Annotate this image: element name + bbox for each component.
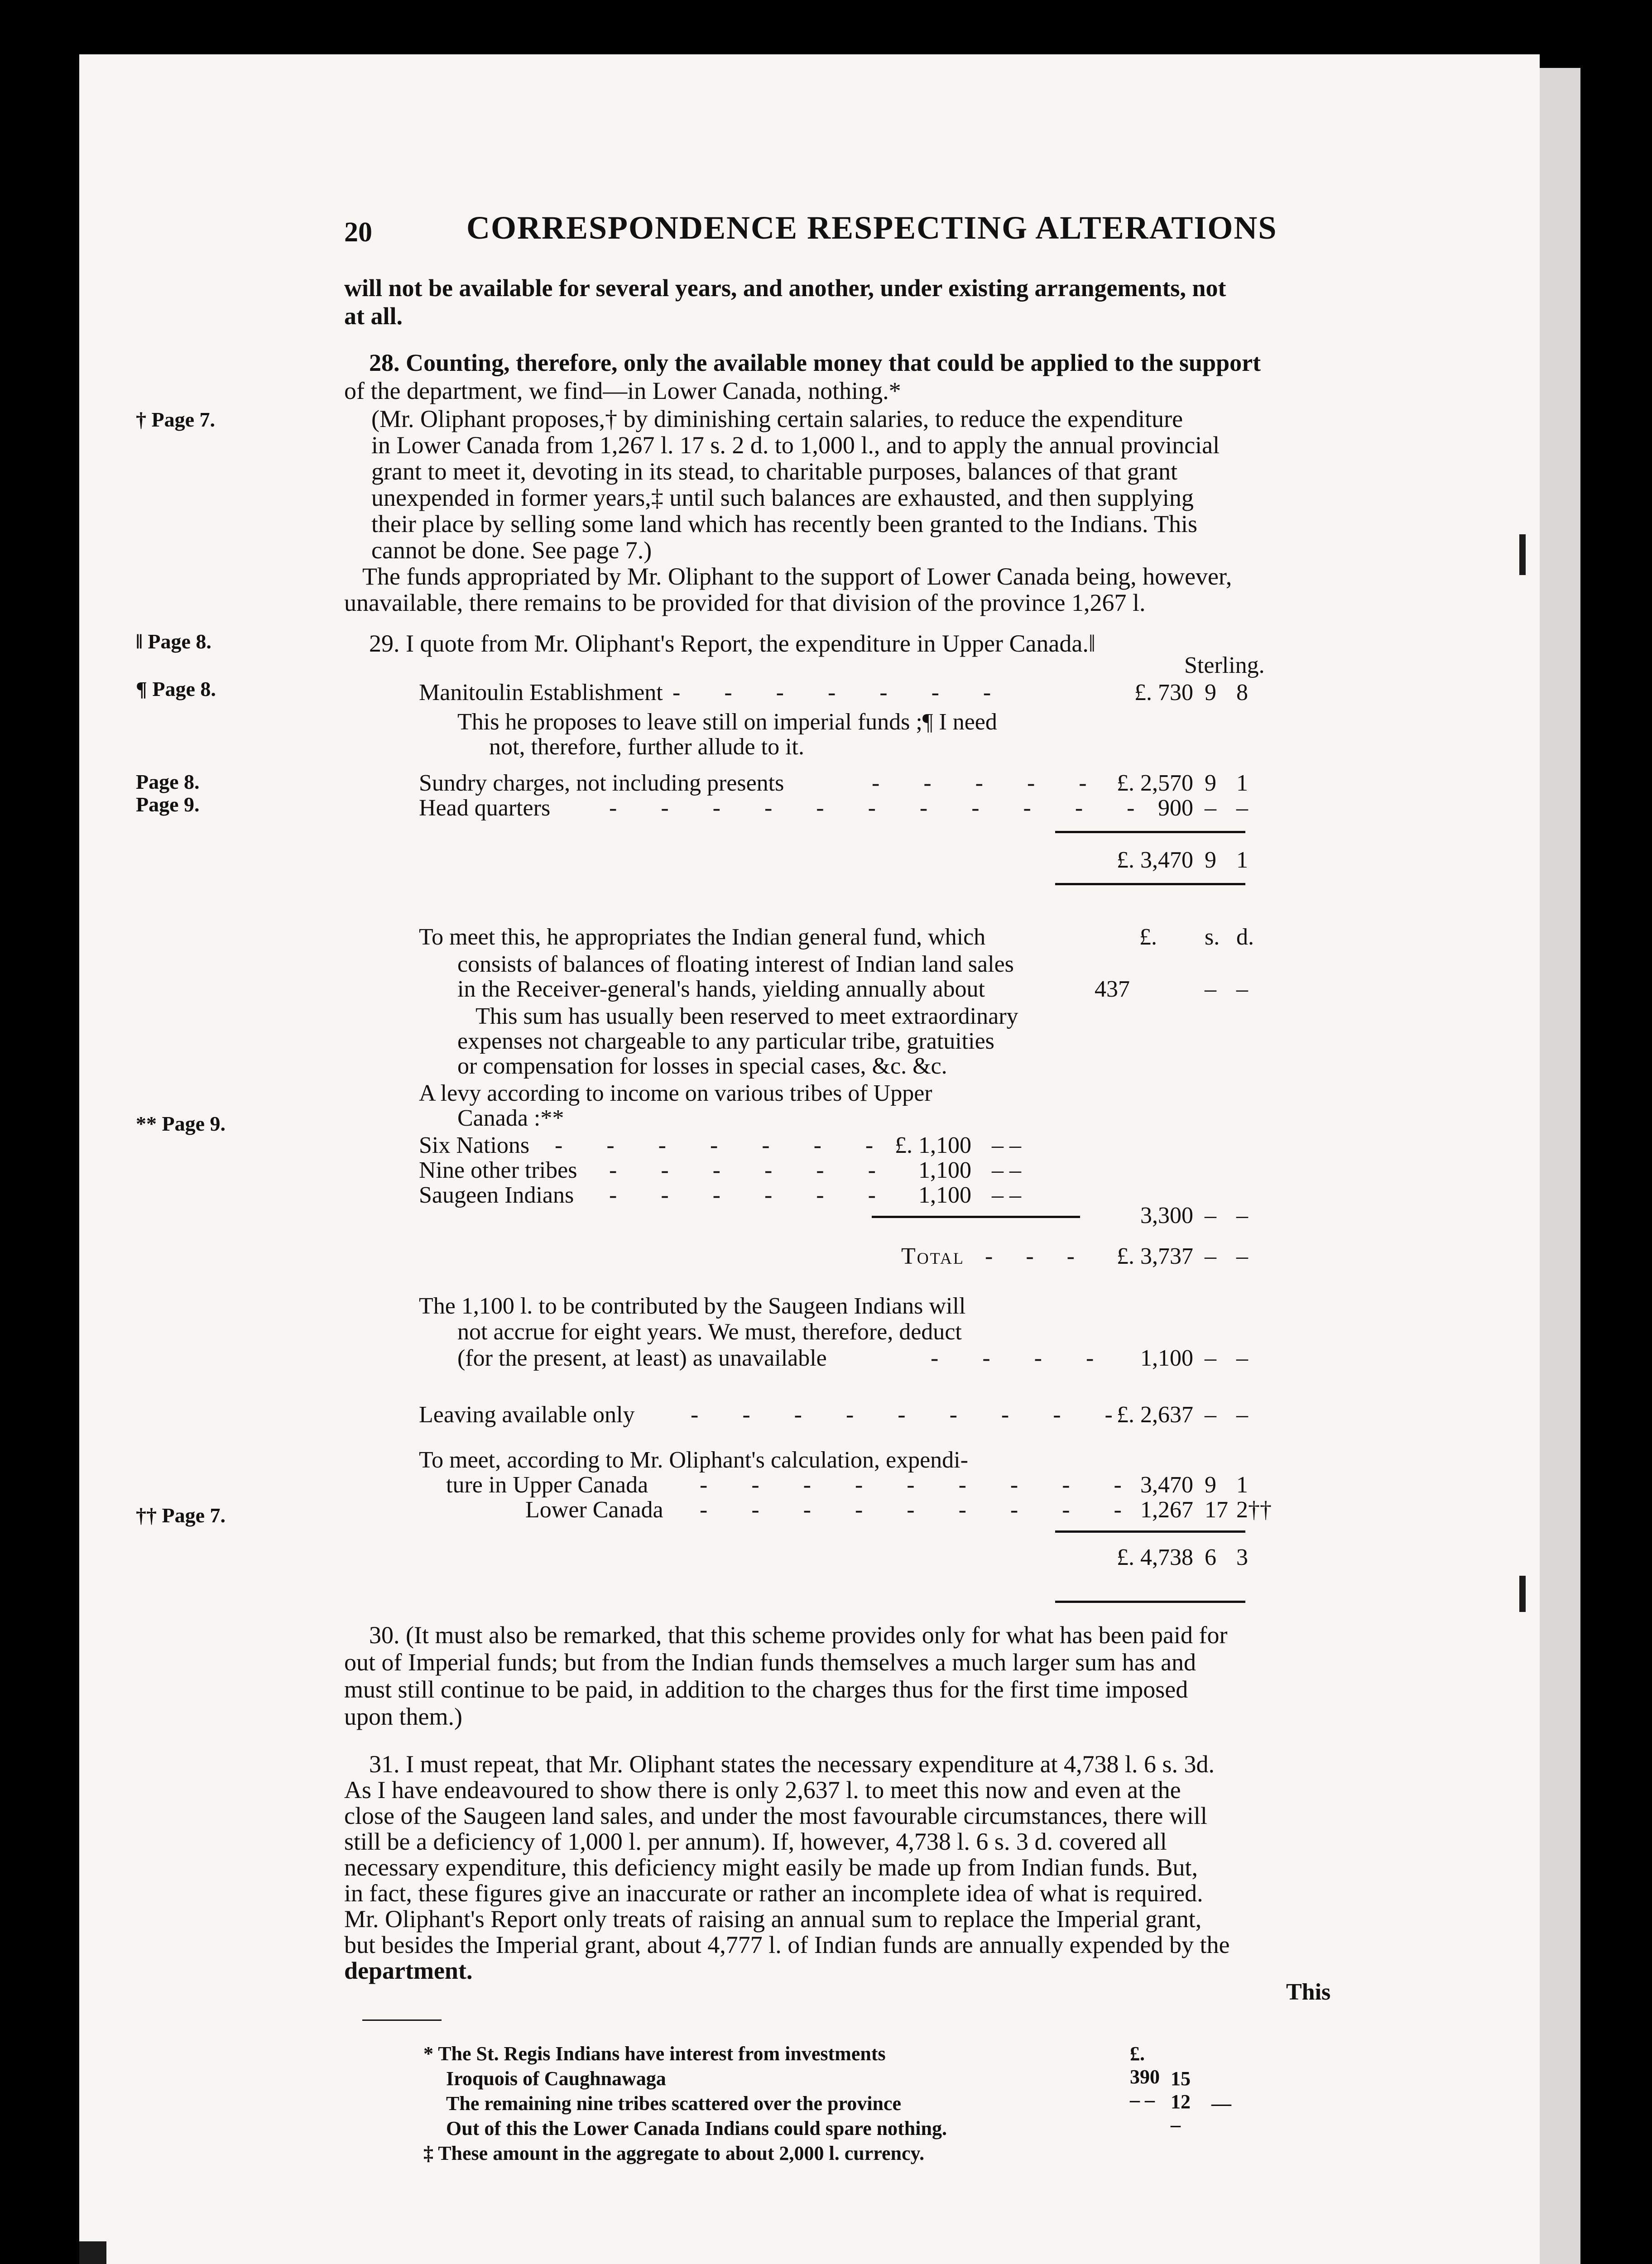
ledger-shillings: – [1205,795,1216,821]
pence-heading: d. [1236,924,1254,950]
shillings-heading: s. [1205,924,1220,950]
tribe-label: Six Nations [419,1132,530,1158]
margin-reference: ** Page 9. [136,1112,226,1135]
running-title: CORRESPONDENCE RESPECTING ALTERATIONS [466,210,1277,246]
ledger-dash: – [1205,976,1216,1002]
scan-mark [1519,534,1526,575]
sum-rule [1055,883,1245,885]
section-31-line: close of the Saugeen land sales, and under the most favourable circumstances, there will [344,1802,1207,1829]
footnote-text: ‡ These amount in the aggregate to about 2,000 l. currency. [423,2142,925,2164]
intro-line: at all. [344,302,403,330]
meet-note: This sum has usually been reserved to meet extraordinary [475,1003,1018,1029]
section-31-line: in fact, these figures give an inaccurate or rather an incomplete idea of what is required. [344,1880,1203,1907]
ledger-dash: – [1205,1402,1216,1428]
margin-reference: Page 9. [136,793,200,816]
saugeen-line: The 1,100 l. to be contributed by the Saugeen Indians will [419,1293,966,1319]
section-31-line: 31. I must repeat, that Mr. Oliphant states the necessary expenditure at 4,738 l. 6 s. 3d. [369,1751,1215,1778]
tribe-label: Nine other tribes [419,1157,577,1183]
section-28-line: of the department, we find—in Lower Canada, nothing.* [344,377,901,404]
ledger-dash: – [1236,976,1248,1002]
sum-rule [1055,1530,1245,1533]
total-amount: £. 3,737 [1117,1243,1193,1269]
section-31-line: necessary expenditure, this deficiency might easily be made up from Indian funds. But, [344,1854,1198,1881]
meet-note: or compensation for losses in special cases, &c. &c. [457,1053,947,1079]
leaving-amount: £. 2,637 [1117,1402,1193,1428]
levy-line: A levy according to income on various tribes of Upper [419,1080,932,1106]
scan-mark [1519,1576,1526,1612]
leader-dots: - - - [985,1243,1088,1269]
section-29-intro: 29. I quote from Mr. Oliphant's Report, the expenditure in Upper Canada.‖ [369,630,1096,657]
ledger-dash: – [1236,1243,1248,1269]
section-28-quote: (Mr. Oliphant proposes,† by diminishing certain salaries, to reduce the expenditure [371,405,1183,432]
ledger-amount: £. 2,570 [1117,770,1193,796]
footnote-text: Iroquois of Caughnawaga [446,2067,666,2090]
leaving-label: Leaving available only [419,1402,635,1428]
leader-dots: - - - - - - [609,1157,895,1183]
lower-pence: 2†† [1236,1497,1272,1523]
sterling-heading: Sterling. [1184,652,1265,678]
leader-dots: - - - - - - - [672,680,1010,705]
footnote-text: * The St. Regis Indians have interest from investments [423,2043,886,2065]
section-28-closing: unavailable, there remains to be provided for that division of the province 1,267 l. [344,589,1146,616]
margin-reference: †† Page 7. [136,1504,226,1527]
leader-dots: - - - - - - - [555,1132,893,1158]
section-28-quote: their place by selling some land which has recently been granted to the Indians. This [371,510,1197,537]
saugeen-line: (for the present, at least) as unavailable [457,1345,827,1371]
lower-shillings: 17 [1205,1497,1228,1523]
scan-border [1580,0,1652,2264]
meet-line: consists of balances of floating interest of Indian land sales [457,951,1014,977]
ledger-label: Head quarters [419,795,551,821]
section-30-line: upon them.) [344,1703,462,1730]
margin-reference: † Page 7. [136,408,216,431]
section-28-quote: unexpended in former years,‡ until such balances are exhausted, and then supplying [371,484,1194,511]
grand-total-amount: £. 4,738 [1117,1545,1193,1570]
lower-amount: 1,267 [1140,1497,1193,1523]
manitoulin-note: not, therefore, further allude to it. [489,734,804,760]
footnote-line [446,2092,1231,2115]
subtotal-pence: 1 [1236,847,1248,873]
saugeen-amount: 1,100 [1140,1345,1193,1371]
leader-dots: - - - - - [872,770,1106,796]
ledger-dash: – [1236,1402,1248,1428]
upper-shillings: 9 [1205,1472,1216,1498]
section-31-line: department. [344,1957,473,1984]
levy-line: Canada :** [457,1105,564,1131]
section-30-line: must still continue to be paid, in addition to the charges thus for the first time imposed [344,1676,1188,1703]
sum-rule [872,1216,1080,1218]
margin-reference: ‖ Page 8. [136,630,211,653]
ledger-dash: – [1205,1243,1216,1269]
catchword: This [1286,1979,1331,2005]
levy-total: 3,300 [1140,1203,1193,1228]
grand-total-pence: 3 [1236,1545,1248,1570]
leader-dots: - - - - - - [609,1182,895,1208]
footnote-amount: 15 12 – [1171,2067,1191,2136]
meet-note: expenses not chargeable to any particular tribe, gratuities [457,1028,994,1054]
ledger-label: Manitoulin Establishment [419,680,663,705]
ledger-dash: – [1205,1345,1216,1371]
margin-reference: Page 8. [136,770,200,793]
lower-label: Lower Canada [525,1497,663,1523]
footnote-text: Out of this the Lower Canada Indians could spare nothing. [446,2117,947,2139]
meet-line: To meet this, he appropriates the Indian general fund, which [419,924,986,950]
section-30-line: out of Imperial funds; but from the Indian funds themselves a much larger sum has and [344,1649,1196,1676]
subtotal-shillings: 9 [1205,847,1216,873]
ledger-dash: – – [992,1132,1021,1158]
ledger-dash: – [1205,1203,1216,1228]
footnote-line [423,2142,924,2165]
footnote-amount: — [1211,2092,1231,2115]
subtotal-amount: £. 3,470 [1117,847,1193,873]
section-28-closing: The funds appropriated by Mr. Oliphant to the support of Lower Canada being, however, [362,563,1232,590]
ledger-shillings: 9 [1205,680,1216,705]
footnote-rule [362,2019,442,2021]
ledger-pence: 8 [1236,680,1248,705]
meet-line: in the Receiver-general's hands, yielding annually about [457,976,985,1002]
leader-dots: - - - - - - - - - [700,1497,1141,1523]
pounds-heading: £. [1139,924,1157,950]
grand-total-shillings: 6 [1205,1545,1216,1570]
sum-rule [1055,831,1245,833]
sum-rule [1055,1601,1245,1603]
section-31-line: but besides the Imperial grant, about 4,777 l. of Indian funds are annually expended by the [344,1931,1230,1958]
section-28-quote: grant to meet it, devoting in its stead, to charitable purposes, balances of that grant [371,458,1177,485]
margin-reference: ¶ Page 8. [136,677,216,700]
section-31-line: still be a deficiency of 1,000 l. per annum). If, however, 4,738 l. 6 s. 3 d. covered all [344,1828,1167,1855]
total-label: Total [901,1243,965,1269]
section-28-quote: in Lower Canada from 1,267 l. 17 s. 2 d. to 1,000 l., and to apply the annual provincial [371,432,1220,459]
ledger-label: Sundry charges, not including presents [419,770,784,796]
leader-dots: - - - - - - - - - [700,1472,1141,1498]
ledger-shillings: 9 [1205,770,1216,796]
tribe-amount: 1,100 [918,1157,971,1183]
upper-amount: 3,470 [1140,1472,1193,1498]
footnote-text: The remaining nine tribes scattered over the province [446,2092,901,2115]
ledger-pence: 1 [1236,770,1248,796]
leader-dots: - - - - - - - - - [691,1402,1132,1428]
ledger-dash: – – [992,1157,1021,1183]
ledger-dash: – [1236,1203,1248,1228]
saugeen-line: not accrue for eight years. We must, therefore, deduct [457,1319,962,1345]
section-28-line: 28. Counting, therefore, only the available money that could be applied to the support [369,349,1261,376]
page-number: 20 [344,217,372,248]
intro-line: will not be available for several years, and another, under existing arrangements, not [344,274,1226,302]
to-meet-line: To meet, according to Mr. Oliphant's calculation, expendi- [419,1447,968,1473]
tribe-amount: 1,100 [918,1182,971,1208]
ledger-amount: 900 [1158,795,1193,821]
upper-pence: 1 [1236,1472,1248,1498]
section-31-line: As I have endeavoured to show there is only 2,637 l. to meet this now and even at the [344,1776,1181,1804]
ledger-amount: £. 730 [1134,680,1193,705]
leader-dots: - - - - - - - - - - - [609,795,1154,821]
tribe-amount: £. 1,100 [895,1132,971,1158]
footnote-line [446,2117,947,2140]
footnote-amount: £. 390 – – [1130,2043,1160,2111]
manitoulin-note: This he proposes to leave still on imperial funds ;¶ I need [457,709,997,735]
scan-mark [79,2241,106,2264]
ledger-dash: – – [992,1182,1021,1208]
tribe-label: Saugeen Indians [419,1182,574,1208]
ledger-dash: – [1236,1345,1248,1371]
page-edge-shadow [1540,68,1580,2264]
section-28-quote: cannot be done. See page 7.) [371,537,652,564]
section-31-line: Mr. Oliphant's Report only treats of raising an annual sum to replace the Imperial grant, [344,1905,1202,1933]
leader-dots: - - - - [931,1345,1113,1371]
section-30-line: 30. (It must also be remarked, that this scheme provides only for what has been paid for [369,1621,1228,1649]
ledger-pence: – [1236,795,1248,821]
to-meet-line: ture in Upper Canada [446,1472,648,1498]
meet-amount: 437 [1095,976,1130,1002]
